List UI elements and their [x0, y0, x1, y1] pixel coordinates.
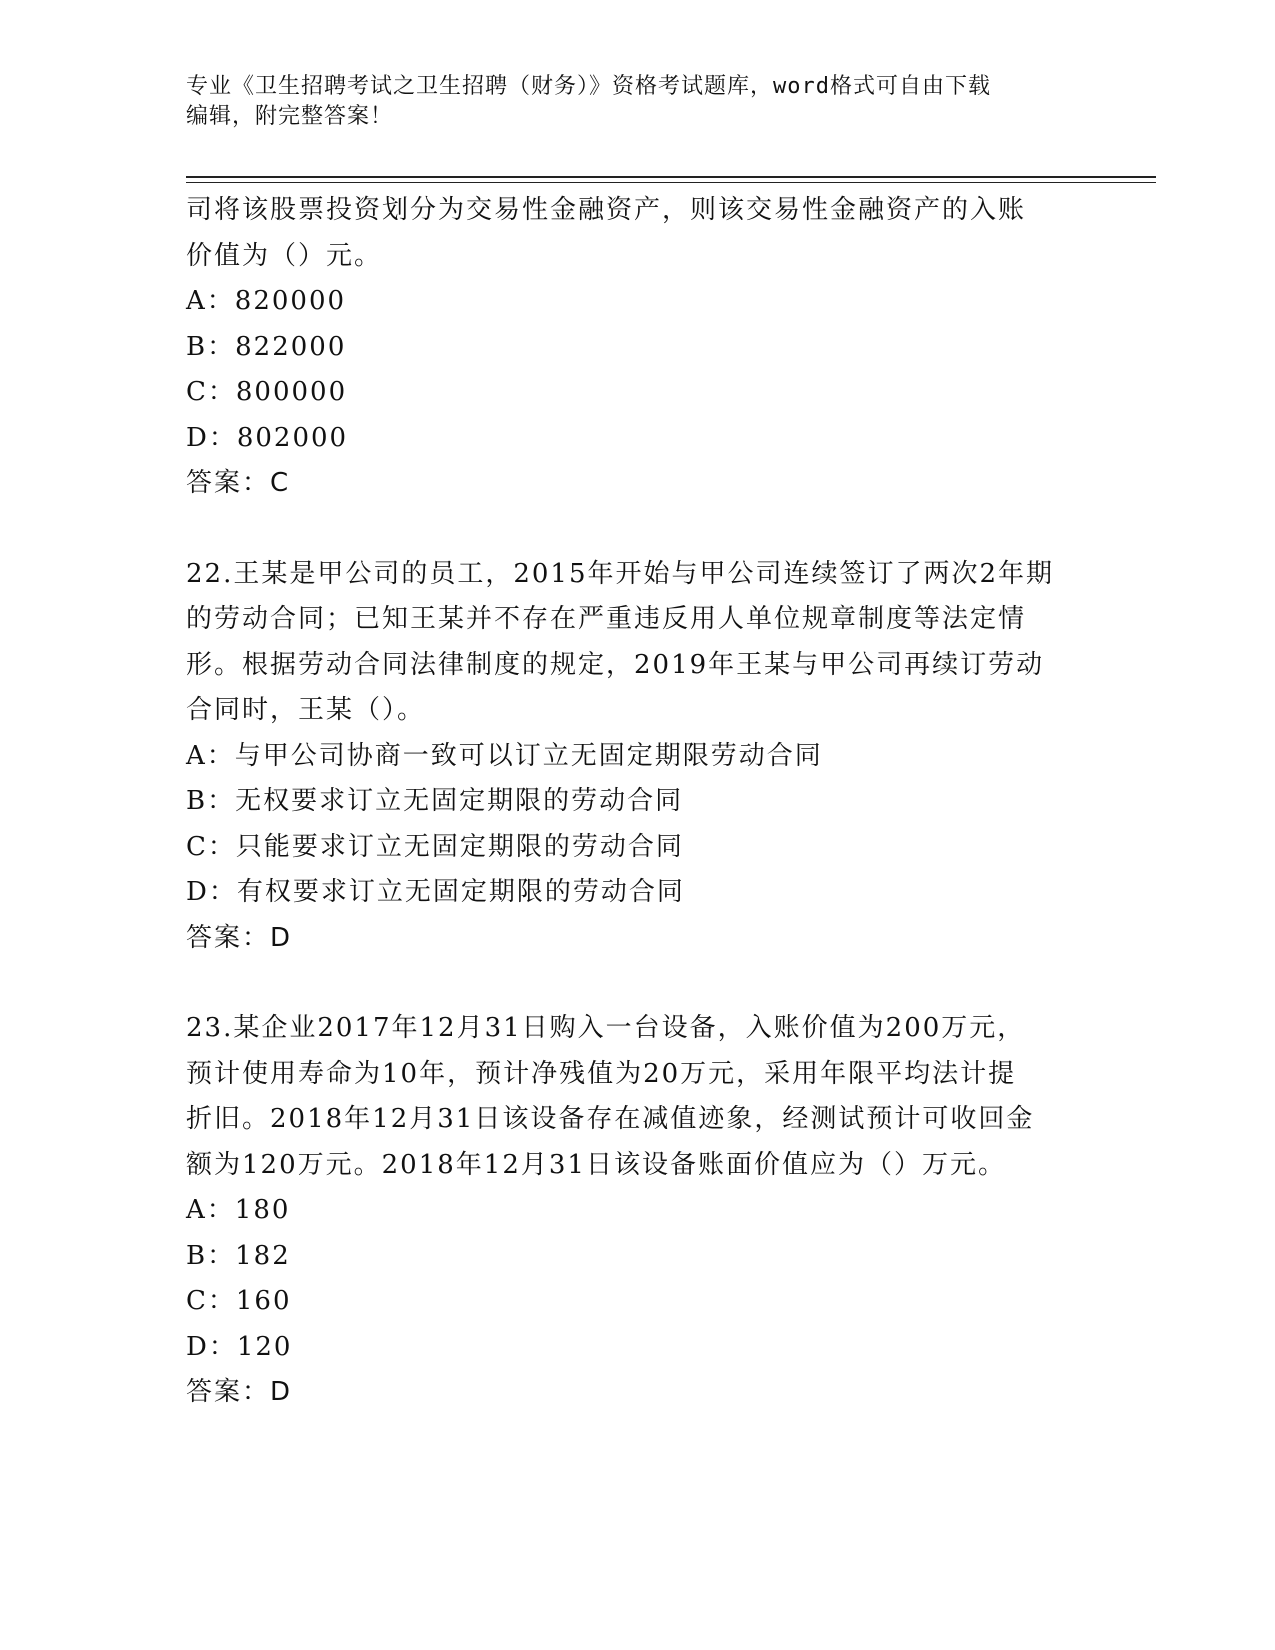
- option-a: A：与甲公司协商一致可以订立无固定期限劳动合同: [186, 740, 823, 771]
- option-c: C：800000: [186, 377, 348, 407]
- document-header: [186, 72, 1086, 132]
- question-stem-line: 形。根据劳动合同法律制度的规定，2019年王某与甲公司再续订劳动: [186, 649, 1045, 680]
- option-d: D：802000: [186, 422, 349, 453]
- option-b: B：822000: [186, 331, 347, 362]
- question-stem-line: 额为120万元。2018年12月31日该设备账面价值应为（）万元。: [186, 1149, 1006, 1180]
- option-d: D：120: [186, 1331, 293, 1362]
- header-line-2: 编辑，附完整答案！: [186, 104, 394, 129]
- question-stem-line: 的劳动合同；已知王某并不存在严重违反用人单位规章制度等法定情: [186, 604, 1027, 634]
- answer: 答案：D: [186, 922, 293, 953]
- question-stem-line: 22.王某是甲公司的员工，2015年开始与甲公司连续签订了两次2年期: [186, 558, 1055, 589]
- answer: 答案：D: [186, 1377, 293, 1407]
- question-22: [186, 552, 1086, 962]
- header-rule-thin: [186, 182, 1156, 183]
- question-stem-line: 价值为（）元。: [186, 240, 383, 271]
- question-21: [186, 188, 1086, 507]
- header-rule-thick: [186, 176, 1156, 178]
- question-stem-line: 预计使用寿命为10年，预计净残值为20万元，采用年限平均法计提: [186, 1058, 1017, 1089]
- header-line-1: 专业《卫生招聘考试之卫生招聘（财务）》资格考试题库，word格式可自由下载: [186, 74, 991, 99]
- question-stem-line: 折旧。2018年12月31日该设备存在减值迹象，经测试预计可收回金: [186, 1104, 1035, 1134]
- option-b: B：无权要求订立无固定期限的劳动合同: [186, 786, 684, 816]
- option-a: A：820000: [186, 286, 347, 316]
- option-d: D：有权要求订立无固定期限的劳动合同: [186, 877, 685, 907]
- option-a: A：180: [186, 1195, 291, 1225]
- question-list: [186, 188, 1086, 1416]
- option-c: C：只能要求订立无固定期限的劳动合同: [186, 831, 684, 862]
- question-stem-line: 司将该股票投资划分为交易性金融资产，则该交易性金融资产的入账: [186, 195, 1027, 225]
- option-c: C：160: [186, 1286, 292, 1316]
- option-b: B：182: [186, 1240, 291, 1271]
- question-23: [186, 1006, 1086, 1416]
- question-stem-line: 23.某企业2017年12月31日购入一台设备，入账价值为200万元，: [186, 1013, 1026, 1043]
- answer: 答案：C: [186, 468, 291, 498]
- question-stem-line: 合同时，王某（）。: [186, 695, 426, 725]
